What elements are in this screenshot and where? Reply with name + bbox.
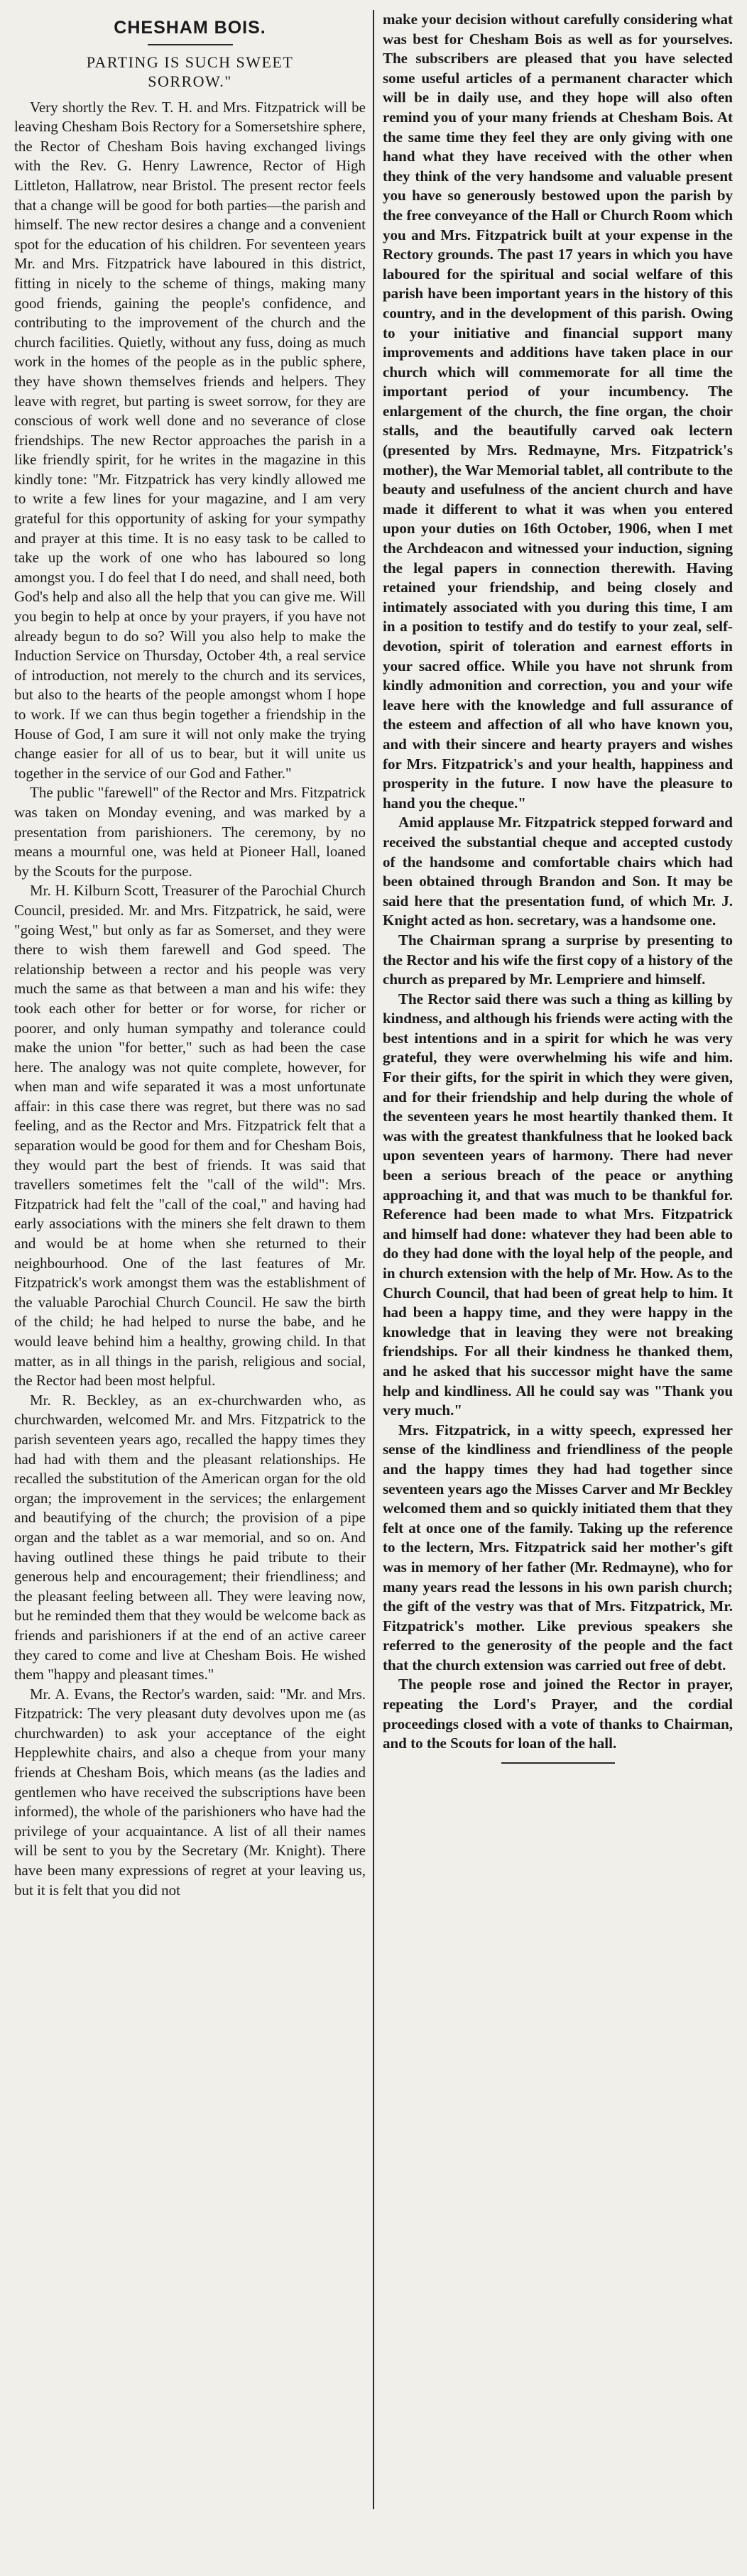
paragraph: The Chairman sprang a surprise by presenting to the Rector and his wife the first copy of a history of the church as prepared by Mr. Lempriere and himself.	[383, 931, 733, 988]
heading-divider	[148, 44, 233, 45]
paragraph: Mr. H. Kilburn Scott, Treasurer of the Parochial Church Council, presided. Mr. and Mrs. Fitzpatrick, he said, were "going West," but only as far as Somerset, and they were there to wish them farewell and God speed. The relationship between a rector and his people was very much the same as that between a man and his wife: they took each other for better or for worse, for richer or poorer, and only human sympathy and tolerance could make the union "for better," such as had been the case here. The analogy was not quite complete, however, for when man and wife separated it was a most unfortunate affair: in this case there was regret, but there was no sad feeling, and as the Rector and Mrs. Fitzpatrick felt that a separation would be good for them and for Chesham Bois, they would part the best of friends. It was said that travellers sometimes felt the "call of the wild": Mrs. Fitzpatrick had felt the "call of the coal," and having had early associations with the miners she felt drawn to them and would be at home when she returned to their neighbourhood. One of the last features of Mr. Fitzpatrick's work amongst them was the establishment of the valuable Parochial Church Council. He saw the birth of the child; he had helped to nurse the babe, and he would leave behind him a healthy, growing child. In that matter, as in all things in the parish, religious and social, the Rector had been most helpful.	[14, 882, 366, 1390]
paragraph: Very shortly the Rev. T. H. and Mrs. Fitzpatrick will be leaving Chesham Bois Rectory for a Somersetshire sphere, the Rector of Chesham Bois having exchanged livings with the Rev. G. Henry Lawrence, Rector of High Littleton, Hallatrow, near Bristol. The present rector feels that a change will be good for both parties—the parish and himself. The new rector desires a change and a convenient spot for the education of his children. For seventeen years Mr. and Mrs. Fitzpatrick have laboured in this district, fitting in nicely to the scheme of things, making many good friends, gaining the people's confidence, and contributing to the improvement of the church and the church facilities. Quietly, without any fuss, doing as much work in the homes of the people as in the public sphere, they have shown themselves friends and helpers. They leave with regret, but parting is sweet sorrow, for they are conscious of work well done and no severance of close friendships. The new Rector approaches the parish in a like friendly spirit, for he writes in the magazine in this kindly tone: "Mr. Fitzpatrick has very kindly allowed me to write a few lines for your magazine, and I am very grateful for this opportunity of asking for your sympathy and prayer at this time. It is no easy task to be called to take up the work of one who has laboured so long amongst you. I do feel that I do need, and shall need, both God's help and also all the help that you can give me. Will you begin to help at once by your prayers, if you have not already begun to do so? Will you also help to make the Induction Service on Thursday, October 4th, a real service of introduction, not merely to the church and its services, but also to the hearts of the people amongst whom I hope to work. If we can thus begin together a friendship in the House of God, I am sure it will not only make the trying change easier for all of us to bear, but it will unite us together in the service of our God and Father."	[14, 98, 366, 782]
subheading-line-2: SORROW."	[148, 72, 232, 90]
left-column	[10, 10, 373, 2576]
article-end-rule	[501, 1762, 615, 1764]
paragraph: Amid applause Mr. Fitzpatrick stepped forward and received the substantial cheque and accepted custody of the handsome and comfortable chairs which had been obtained through Brandon and Son. It may be said here that the presentation fund, of which Mr. J. Knight acted as hon. secretary, was a handsome one.	[383, 814, 733, 929]
subheading-line-1: PARTING IS SUCH SWEET	[86, 53, 294, 71]
article-subheading	[14, 53, 366, 91]
paragraph: Mrs. Fitzpatrick, in a witty speech, expressed her sense of the kindliness and friendliness of the people and the happy times they had had together since seventeen years ago the Misses Carver and Mr Beckley welcomed them and so quickly initiated them that they felt at once one of the family. Taking up the reference to the lectern, Mrs. Fitzpatrick said her mother's gift was in memory of her father (Mr. Redmayne), who for many years read the lessons in his own parish church; the gift of the vestry was that of Mrs. Fitzpatrick, Mr. Fitzpatrick's mother. Like previous speakers she referred to the generosity of the people and the fact that the church extension was carried out free of debt.	[383, 1421, 733, 1674]
article-columns	[10, 10, 737, 2576]
paragraph: The Rector said there was such a thing as killing by kindness, and although his friends were acting with the best intentions and in a spirit for which he was very grateful, they were overwhelming his wife and him. For their gifts, for the spirit in which they were given, and for their friendship and help during the whole of the seventeen years he most heartily thanked them. It was with the greatest thankfulness that he looked back upon seventeen years of harmony. There had never been a serious breach of the peace or anything approaching it, and that was much to be thankful for. Reference had been made to what Mrs. Fitzpatrick and himself had done: whatever they had been able to do they had done with the loyal help of the people, and in church extension with the help of Mr. How. As to the Church Council, that had been of great help to him. It had been a happy time, and they were happy in the knowledge that in leaving they were not breaking friendships. For all their kindness he thanked them, and he asked that his successor might have the same help and kindliness. All he could say was "Thank you very much."	[383, 990, 733, 1419]
right-column	[374, 10, 737, 2576]
paragraph: Mr. A. Evans, the Rector's warden, said: "Mr. and Mrs. Fitzpatrick: The very pleasant duty devolves upon me (as churchwarden) to ask your acceptance of the eight Hepplewhite chairs, and also a cheque from your many friends at Chesham Bois, which means (as the ladies and gentlemen who have received the subscriptions have been informed), the whole of the parishioners who have had the privilege of your acquaintance. A list of all their names will be sent to you by the Secretary (Mr. Knight). There have been many expressions of regret at your leaving us, but it is felt that you did not	[14, 1685, 366, 1899]
paragraph: make your decision without carefully considering what was best for Chesham Bois as well as for yourselves. The subscribers are pleased that you have selected some useful articles of a permanent character which will be in daily use, and they hope will also often remind you of your many friends at Chesham Bois. At the same time they feel they are only giving with one hand what they have received with the other when they think of the very handsome and valuable present you have so generously bestowed upon the parish by the free conveyance of the Hall or Church Room which you and Mrs. Fitzpatrick built at your expense in the Rectory grounds. The past 17 years in which you have laboured for the spiritual and social welfare of this parish have been important years in the history of this country, and in the development of this parish. Owing to your initiative and financial support many improvements and additions have taken place in our church which will commemorate for all time the important period of your incumbency. The enlargement of the church, the fine organ, the choir stalls, and the beautifully carved oak lectern (presented by Mrs. Redmayne, Mrs. Fitzpatrick's mother), the War Memorial tablet, all contribute to the beauty and usefulness of the ancient church and have made it different to what it was when you entered upon your duties on 16th October, 1906, when I met the Archdeacon and witnessed your induction, signing the legal papers in connection therewith. Having retained your friendship, and being closely and intimately associated with you during this time, I am in a position to testify and do testify to your zeal, self-devotion, spirit of toleration and earnest efforts in your sacred office. While you have not shrunk from kindly admonition and correction, you and your wife leave here with the knowledge and full assurance of the esteem and affection of all who have known you, and with their sincere and hearty prayers and wishes for Mrs. Fitzpatrick's and your health, happiness and prosperity in the future. I now have the pleasure to hand you the cheque."	[383, 11, 733, 812]
article-heading: CHESHAM BOIS.	[114, 18, 266, 38]
paragraph: Mr. R. Beckley, as an ex-churchwarden who, as churchwarden, welcomed Mr. and Mrs. Fitzpatrick to the parish seventeen years ago, recalled the happy times they had had with them and the pleasant relationships. He recalled the substitution of the American organ for the old organ; the improvement in the services; the enlargement and beautifying of the church; the provision of a pipe organ and the tablet as a war memorial, and so on. And having outlined these things he paid tribute to their generous help and encouragement; their friendliness; and the pleasant feeling between all. They were leaving now, but he reminded them that they would be welcome back as friends and parishioners if at the end of an active career they cared to come and live at Chesham Bois. He wished them "happy and pleasant times."	[14, 1391, 366, 1683]
paragraph: The public "farewell" of the Rector and Mrs. Fitzpatrick was taken on Monday evening, and was marked by a presentation from parishioners. The ceremony, by no means a mournful one, was held at Pioneer Hall, loaned by the Scouts for the purpose.	[14, 784, 366, 880]
paragraph: The people rose and joined the Rector in prayer, repeating the Lord's Prayer, and the cordial proceedings closed with a vote of thanks to Chairman, and to the Scouts for loan of the hall.	[383, 1676, 733, 1752]
